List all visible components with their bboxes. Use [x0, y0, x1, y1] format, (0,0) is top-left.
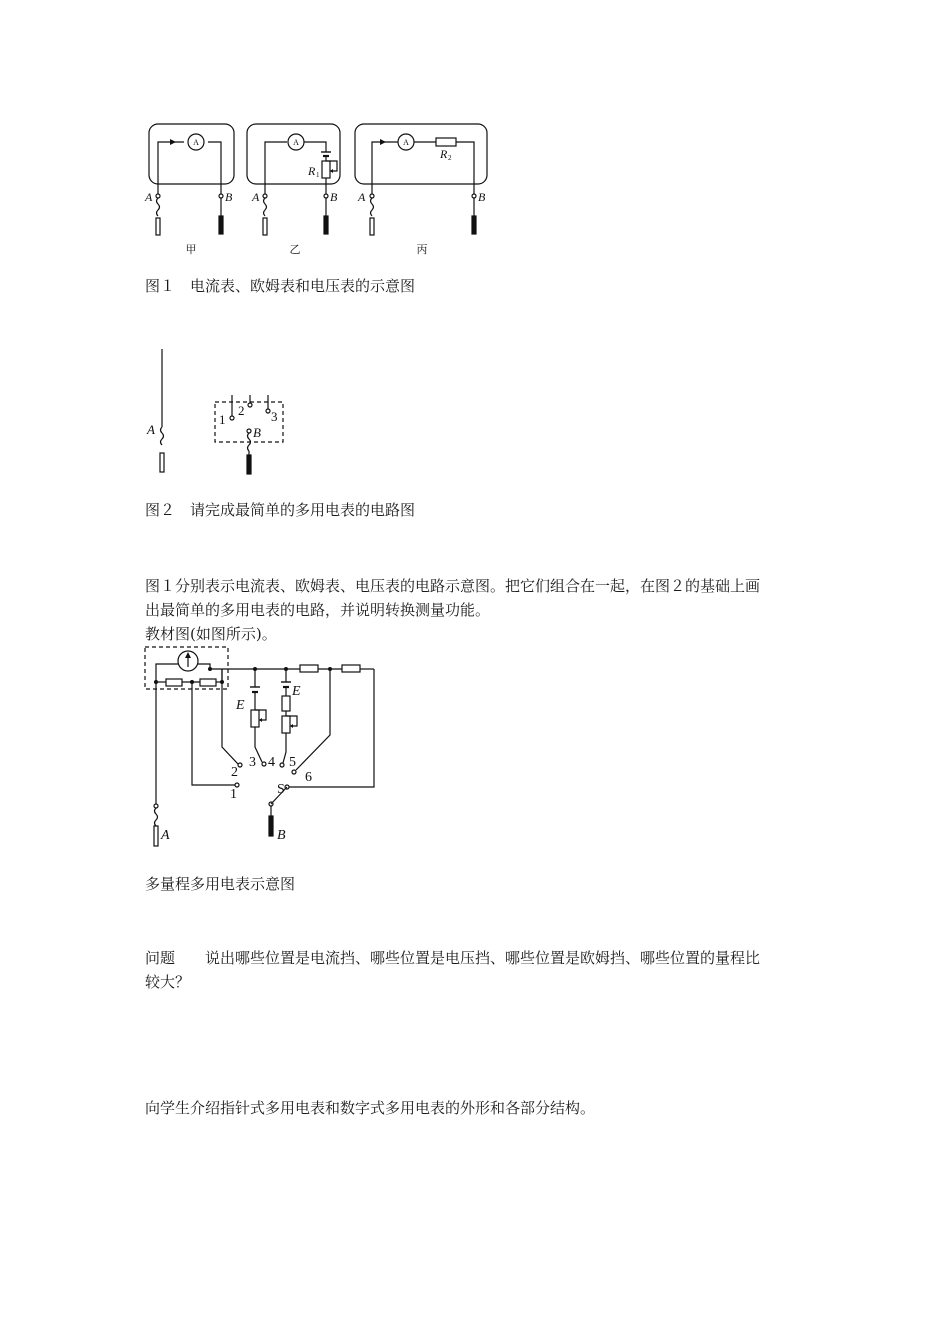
fig3-terminal-1: 1	[230, 787, 237, 802]
closing-statement: 向学生介绍指针式多用电表和数字式多用电表的外形和各部分结构。	[145, 1099, 596, 1117]
paragraph-line-2: 出最简单的多用电表的电路，并说明转换测量功能。	[145, 601, 491, 619]
probe-a-bing	[370, 194, 374, 235]
question-line-1: 说出哪些位置是电流挡、哪些位置是电压挡、哪些位置是欧姆挡、哪些位置的量程比	[205, 949, 761, 967]
sublabel-jia: 甲	[185, 244, 197, 256]
resistor-r2	[436, 138, 456, 146]
figure-1-caption: 图１ 电流表、欧姆表和电压表的示意图	[145, 277, 416, 295]
label-r1-subscript: 1	[316, 171, 320, 179]
fig3-label-e1: E	[236, 698, 245, 713]
textbook-figure-note: 教材图(如图所示)。	[145, 625, 277, 643]
fig2-terminal-2: 2	[238, 403, 245, 418]
figure-2-diagram	[140, 345, 300, 485]
figure-3-caption: 多量程多用电表示意图	[145, 875, 296, 893]
rheostat-r1	[322, 161, 330, 178]
ammeter-symbol-jia: A	[193, 138, 199, 147]
label-r1: R	[308, 164, 316, 178]
label-a-yi: A	[252, 190, 260, 204]
fig3-label-b: B	[277, 828, 286, 843]
paragraph-line-1: 图１分别表示电流表、欧姆表、电压表的电路示意图。把它们组合在一起，在图２的基础上画	[145, 577, 761, 595]
fig2-terminal-3: 3	[271, 409, 278, 424]
fig3-terminal-4: 4	[268, 755, 275, 770]
probe-b-yi	[324, 194, 328, 234]
figure-3-diagram	[140, 642, 390, 854]
fig3-label-e2: E	[292, 684, 301, 699]
sublabel-bing: 丙	[416, 244, 428, 256]
fig3-switch-s: S	[277, 782, 285, 797]
label-r2-subscript: 2	[448, 154, 452, 162]
fig3-label-a: A	[161, 828, 170, 843]
meter-box-bing	[355, 124, 487, 184]
fig3-terminal-2: 2	[231, 765, 238, 780]
figure-1-diagram	[130, 118, 510, 263]
fig2-label-a: A	[147, 422, 155, 437]
label-r2: R	[440, 147, 448, 161]
question-line-2: 较大？	[145, 973, 191, 991]
fig3-terminal-5: 5	[289, 755, 296, 770]
question-label: 问题	[145, 949, 176, 967]
figure-2-caption: 图２ 请完成最简单的多用电表的电路图	[145, 501, 416, 519]
probe-b-jia	[219, 194, 223, 234]
label-b-bing: B	[478, 190, 486, 204]
label-b-yi: B	[330, 190, 338, 204]
sublabel-yi: 乙	[289, 244, 301, 256]
ammeter-symbol-bing: A	[403, 138, 409, 147]
fig2-label-b: B	[253, 425, 261, 440]
fig3-terminal-6: 6	[305, 770, 312, 785]
fig2-terminal-1: 1	[219, 412, 226, 427]
fig3-terminal-3: 3	[249, 755, 256, 770]
probe-b-bing	[472, 194, 476, 234]
ammeter-symbol-yi: A	[293, 138, 299, 147]
label-a-jia: A	[145, 190, 153, 204]
label-b-jia: B	[225, 190, 233, 204]
probe-a-jia	[156, 194, 160, 235]
probe-a-yi	[263, 194, 267, 235]
label-a-bing: A	[358, 190, 366, 204]
